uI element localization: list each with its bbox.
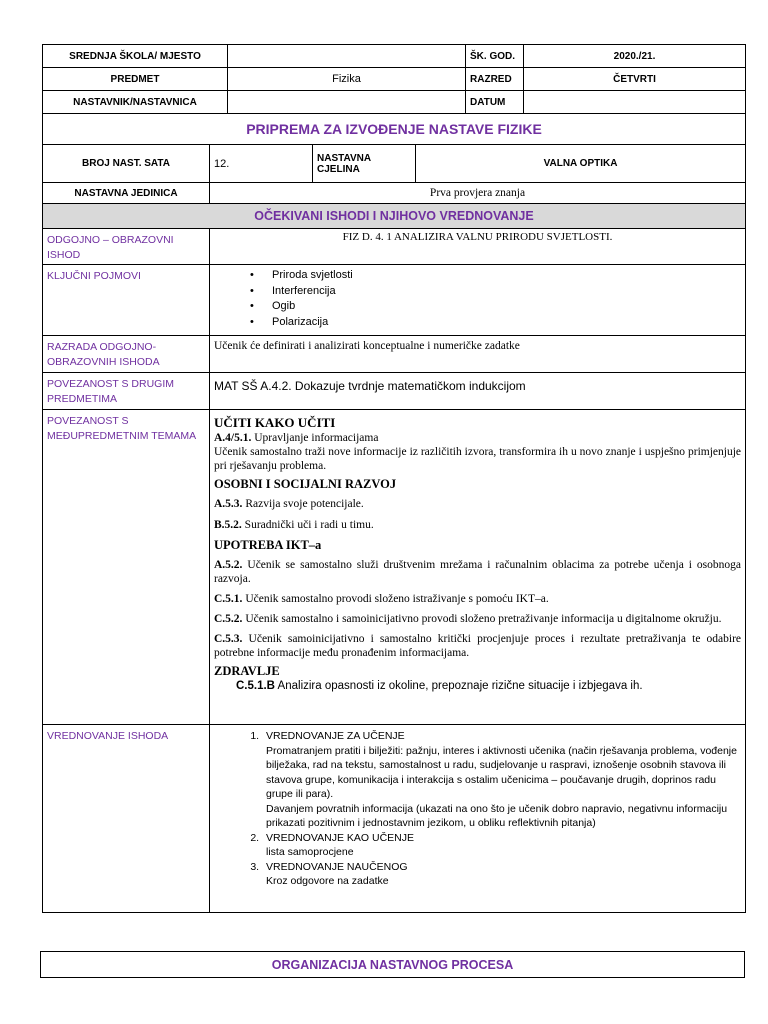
cross-heading: ZDRAVLJE <box>214 664 280 678</box>
topic-value: Prva provjera znanja <box>210 183 746 204</box>
evaluation-item-text: lista samoprocjene <box>266 846 354 858</box>
other-subjects-row <box>43 373 746 410</box>
cross-text: Učenik samostalno traži nove informacije iz različitih izvora, transformira ih u novo znanje i uspješno primjenjuje pri rješavanju problema. <box>214 446 742 472</box>
evaluation-item-title: 1. VREDNOVANJE ZA UČENJE <box>266 730 405 742</box>
evaluation-list <box>214 729 741 889</box>
cross-topics-label: POVEZANOST S MEĐUPREDMETNIM TEMAMA <box>43 410 210 725</box>
evaluation-item <box>262 831 741 860</box>
school-value <box>228 45 466 68</box>
class-value: ČETVRTI <box>524 68 746 91</box>
subject-value: Fizika <box>228 68 466 91</box>
date-label: DATUM <box>466 91 524 114</box>
evaluation-row <box>43 725 746 913</box>
cross-text: Razvija svoje potencijale. <box>242 498 364 510</box>
cross-code: A.4/5.1. <box>214 432 252 444</box>
cross-heading: UPOTREBA IKT–a <box>214 538 322 552</box>
cross-topics-content <box>210 410 746 725</box>
lesson-row <box>43 145 746 183</box>
cross-code: B.5.2. <box>214 519 242 531</box>
school-row <box>43 45 746 68</box>
key-concept-item: • Ogib <box>272 299 741 315</box>
cross-heading: OSOBNI I SOCIJALNI RAZVOJ <box>214 477 397 491</box>
title-row <box>43 114 746 145</box>
cross-code: C.5.3. <box>214 633 243 645</box>
elaboration-value: Učenik će definirati i analizirati konceptualne i numeričke zadatke <box>210 336 746 373</box>
edu-outcome-label: ODGOJNO – OBRAZOVNI ISHOD <box>43 229 210 265</box>
hours-value: 12. <box>210 145 313 183</box>
other-subjects-value: MAT SŠ A.4.2. Dokazuje tvrdnje matematičkom indukcijom <box>210 373 746 410</box>
key-concepts-row <box>43 265 746 336</box>
cross-code: C.5.1. <box>214 593 243 605</box>
other-subjects-label: POVEZANOST S DRUGIM PREDMETIMA <box>43 373 210 410</box>
year-label: ŠK. GOD. <box>466 45 524 68</box>
cross-code: C.5.2. <box>214 613 243 625</box>
lesson-plan-table <box>42 44 746 913</box>
key-concept-item: • Priroda svjetlosti <box>272 268 741 284</box>
elaboration-row <box>43 336 746 373</box>
evaluation-item-text: Promatranjem pratiti i bilježiti: pažnju, interes i aktivnosti učenika (način rješavanja problema, vođenje bilježaka, rad na tekstu, samostalnost u radu, sudjelovanje u raspravi, iznošenje osobnih stavova ili stavova grupe, komunikacija i interakcija s ostalim učenicima – poučavanje drugih, doprinos radu grupe ili para). <box>266 744 737 800</box>
evaluation-item <box>262 860 741 889</box>
cross-text: Učenik se samostalno služi društvenim mrežama i računalnim oblacima za potrebe učenja i osobnoga razvoja. <box>214 559 742 585</box>
class-label: RAZRED <box>466 68 524 91</box>
topic-row <box>43 183 746 204</box>
page-title: PRIPREMA ZA IZVOĐENJE NASTAVE FIZIKE <box>43 114 746 145</box>
evaluation-label: VREDNOVANJE ISHODA <box>43 725 210 913</box>
evaluation-item-text: Davanjem povratnih informacija (ukazati na ono što je učenik dobro napravio, negativnu informaciju prikazati pozitivnim i jednostavnim jezikom, u obliku reflektivnih pitanja) <box>266 802 728 829</box>
evaluation-item <box>262 729 741 831</box>
date-value <box>524 91 746 114</box>
teacher-label: NASTAVNIK/NASTAVNICA <box>43 91 228 114</box>
teacher-value <box>228 91 466 114</box>
organization-heading: ORGANIZACIJA NASTAVNOG PROCESA <box>40 951 745 978</box>
cross-text: Učenik samostalno provodi složeno istraživanje s pomoću IKT–a. <box>242 593 549 605</box>
cross-topics-row <box>43 410 746 725</box>
cross-text: Suradnički uči i radi u timu. <box>241 519 374 531</box>
cross-text: Učenik samoinicijativno i samostalno kritički procjenjuje proces i rezultate pretraživanja te odabire potrebne informacije među pronađenim informacijama. <box>214 633 742 659</box>
cross-text: Učenik samostalno i samoinicijativno provodi složeno pretraživanje informacija u digitalnome okružju. <box>242 613 722 625</box>
cross-code: A.5.2. <box>214 559 243 571</box>
elaboration-label: RAZRADA ODGOJNO-OBRAZOVNIH ISHODA <box>43 336 210 373</box>
unit-value: VALNA OPTIKA <box>416 145 746 183</box>
cross-heading: UČITI KAKO UČITI <box>214 415 336 430</box>
cross-text: Analizira opasnosti iz okoline, prepoznaje rizične situacije i izbjegava ih. <box>275 680 643 692</box>
outcomes-band-row <box>43 204 746 229</box>
teacher-row <box>43 91 746 114</box>
subject-label: PREDMET <box>43 68 228 91</box>
outcomes-heading: OČEKIVANI ISHODI I NJIHOVO VREDNOVANJE <box>43 204 746 229</box>
cross-code: A.5.3. <box>214 498 243 510</box>
school-label: SREDNJA ŠKOLA/ MJESTO <box>43 45 228 68</box>
unit-label: NASTAVNA CJELINA <box>313 145 416 183</box>
key-concepts-list <box>214 268 741 330</box>
topic-label: NASTAVNA JEDINICA <box>43 183 210 204</box>
key-concepts-label: KLJUČNI POJMOVI <box>43 265 210 336</box>
edu-outcome-value: FIZ D. 4. 1 ANALIZIRA VALNU PRIRODU SVJETLOSTI. <box>210 229 746 265</box>
evaluation-item-title: 2. VREDNOVANJE KAO UČENJE <box>266 831 414 844</box>
key-concept-item: • Polarizacija <box>272 315 741 331</box>
cross-code: C.5.1.B <box>236 680 275 692</box>
edu-outcome-row <box>43 229 746 265</box>
key-concept-item: • Interferencija <box>272 284 741 300</box>
evaluation-item-text: Kroz odgovore na zadatke <box>266 875 389 887</box>
subject-row <box>43 68 746 91</box>
evaluation-item-title: 3. VREDNOVANJE NAUČENOG <box>266 860 408 873</box>
cross-text: Upravljanje informacijama <box>251 432 379 444</box>
hours-label: BROJ NAST. SATA <box>43 145 210 183</box>
lesson-plan-form <box>42 44 745 913</box>
year-value: 2020./21. <box>524 45 746 68</box>
